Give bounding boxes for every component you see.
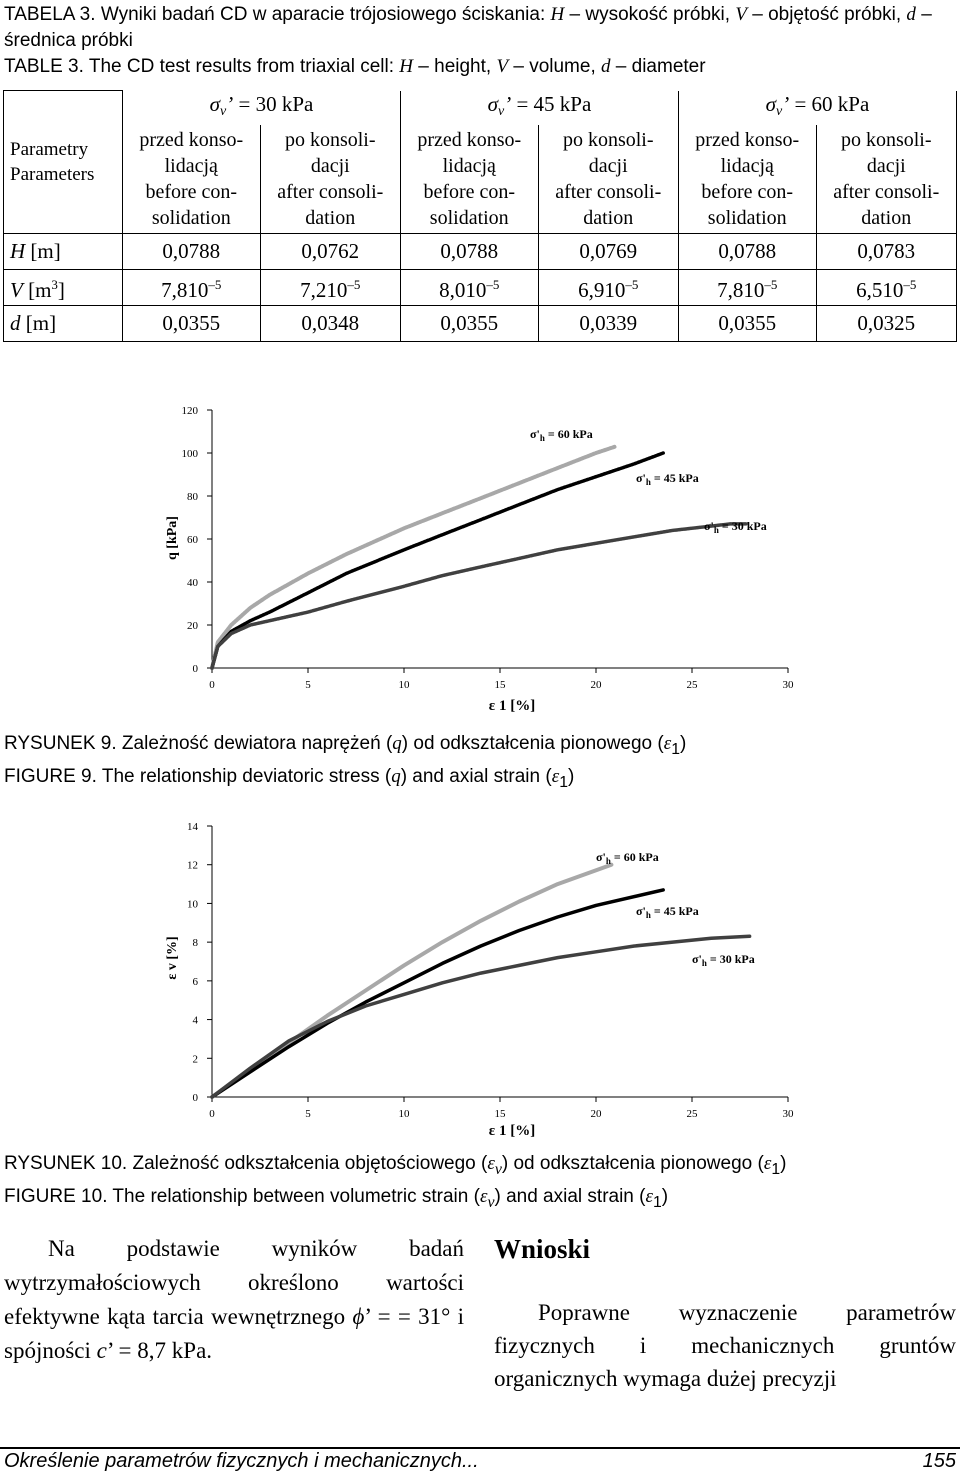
table-cell	[678, 269, 816, 305]
fig9-text-a-pl: Zależność dewiatora naprężeń (	[121, 733, 393, 754]
series-label-symbol: σ'	[636, 471, 646, 485]
c-symbol: c	[96, 1338, 107, 1363]
fig10-text-a-en: The relationship between volumetric strain (	[112, 1185, 480, 1207]
y-axis-label: q [kPa]	[165, 516, 180, 560]
series-label	[596, 850, 659, 866]
left-paragraph-b: ’ = = 31° i spójności	[4, 1304, 464, 1363]
row-symbol: H	[10, 239, 26, 263]
series-label	[530, 427, 593, 443]
left-paragraph-c: ’ = 8,7 kPa.	[106, 1338, 213, 1363]
subheader-after	[816, 125, 957, 234]
sigma-sub: v	[776, 103, 783, 119]
fig10-epsv-sub-en: v	[487, 1193, 495, 1211]
x-tick-label: 25	[686, 679, 698, 691]
x-tick-label: 30	[782, 679, 794, 691]
table-cell	[400, 269, 538, 305]
row-unit: [m]	[25, 239, 61, 263]
left-paragraph-a: Na podstawie wyników badań wytrzymałościowych określono wartości efektywne kąta tarcia wewnętrznego	[4, 1236, 464, 1329]
x-axis-label: ε 1 [%]	[488, 698, 536, 714]
row-unit: [m	[22, 277, 52, 302]
x-tick-label: 10	[398, 1108, 410, 1120]
series-label-symbol: σ'	[636, 904, 646, 918]
y-tick-label: 12	[187, 859, 198, 872]
table-cell: 0,0339	[538, 305, 678, 341]
fig10-label-en: FIGURE 10.	[4, 1185, 108, 1207]
fig9-label-en: FIGURE 9.	[4, 765, 97, 787]
y-tick-label: 8	[192, 937, 198, 950]
table-cell: 0,0788	[400, 233, 538, 269]
series-line	[212, 447, 615, 668]
cell-mantissa: 7,2	[300, 277, 327, 302]
x-tick-label: 5	[305, 1108, 311, 1120]
fig10-eps-sub-pl: 1	[771, 1160, 781, 1178]
fig10-text-b-pl: ) od odkształcenia pionowego (	[501, 1153, 764, 1174]
page-number: 155	[922, 1450, 956, 1472]
y-tick-label: 0	[192, 663, 198, 675]
subheader-before	[678, 125, 816, 234]
desc-v-pl: – objętość próbki,	[752, 4, 902, 25]
cell-exp-base: 10	[882, 277, 904, 302]
y-tick-label: 10	[187, 898, 198, 911]
sigma-symbol: σ	[209, 91, 221, 116]
desc-v-en: – volume,	[513, 56, 596, 77]
group-header-30	[123, 91, 401, 125]
x-tick-label: 20	[590, 679, 602, 691]
table-caption-text-en: The CD test results from triaxial cell:	[88, 56, 394, 77]
sub-before-1: przed konso-	[139, 128, 244, 151]
series-line	[212, 890, 663, 1097]
cell-mantissa: 7,8	[161, 277, 188, 302]
desc-d-pl: – średnica próbki	[4, 4, 932, 51]
sigma-symbol: σ	[487, 91, 498, 116]
group-label-45: = 45 kPa	[516, 91, 592, 116]
sigma-sub: v	[498, 103, 505, 119]
fig10-text-a-pl: Zależność odkształcenia objętościowego (	[132, 1153, 488, 1174]
sub-after-2: dacji	[866, 154, 906, 177]
sub-after-1: po konsoli-	[562, 128, 654, 151]
sub-before-3: before con-	[145, 180, 238, 203]
y-tick-label: 0	[192, 1092, 198, 1104]
table-cell: 0,0355	[123, 305, 261, 341]
fig9-text-c-pl: )	[680, 733, 687, 754]
cell-exp-base: 10	[743, 277, 765, 302]
cell-mantissa: 7,8	[717, 277, 744, 302]
table-caption-pl	[4, 2, 956, 54]
row-symbol: d	[10, 311, 21, 335]
fig9-eps-sub-pl: 1	[671, 740, 681, 758]
sub-before-4: solidation	[151, 206, 231, 229]
x-tick-label: 0	[209, 1108, 215, 1120]
y-tick-label: 14	[187, 821, 198, 833]
cell-exp: –5	[903, 276, 917, 292]
section-heading: Wnioski	[494, 1234, 591, 1264]
table-cell: 0,0788	[123, 233, 261, 269]
series-label-value: = 45 kPa	[650, 471, 699, 485]
x-tick-label: 25	[686, 1108, 698, 1120]
group-label-30: = 30 kPa	[238, 91, 314, 116]
symbol-h: H	[550, 4, 565, 25]
table-header-row-sub	[4, 125, 957, 234]
series-line	[212, 453, 663, 668]
subheader-after	[538, 125, 678, 234]
figure10-caption-pl	[4, 1150, 956, 1183]
figure9-caption-en	[4, 763, 956, 796]
x-tick-label: 20	[590, 1108, 602, 1120]
fig9-q-pl: q	[392, 733, 402, 754]
series-label-value: = 60 kPa	[544, 427, 593, 441]
sub-after-3: after consoli-	[277, 180, 384, 203]
fig9-text-c-en: )	[568, 765, 575, 787]
series-label-symbol: σ'	[530, 427, 540, 441]
series-label-value: = 60 kPa	[610, 850, 659, 864]
cell-exp: –5	[764, 276, 778, 292]
left-paragraph	[4, 1232, 464, 1368]
y-tick-label: 6	[192, 975, 198, 988]
figure10-caption-en	[4, 1183, 956, 1216]
y-tick-label: 20	[187, 620, 198, 632]
x-tick-label: 15	[494, 1108, 506, 1120]
fig9-text-b-en: ) and axial strain (	[400, 765, 552, 787]
table-cell	[123, 269, 261, 305]
row-label-h	[4, 233, 123, 269]
sigma-sub: v	[220, 103, 227, 119]
subheader-before	[400, 125, 538, 234]
desc-h-pl: – wysokość próbki,	[569, 4, 731, 25]
sub-after-3: after consoli-	[555, 180, 662, 203]
symbol-d: d	[906, 4, 916, 25]
cell-mantissa: 6,5	[856, 277, 883, 302]
sub-after-4: dation	[583, 206, 634, 229]
symbol-v: V	[735, 4, 747, 25]
fig9-q-en: q	[391, 765, 401, 787]
sigma-prime: ’	[504, 91, 512, 116]
group-header-60	[678, 91, 956, 125]
sub-after-4: dation	[861, 206, 912, 229]
sub-before-4: solidation	[429, 206, 509, 229]
fig10-eps-en: ε	[645, 1185, 653, 1207]
y-tick-label: 120	[181, 405, 198, 417]
cell-exp-base: 10	[604, 277, 626, 302]
sub-before-2: lidacją	[720, 154, 774, 177]
series-label-sub: h	[713, 525, 719, 535]
table-caption-text-pl: Wyniki badań CD w aparacie trójosiowego ściskania:	[100, 4, 546, 25]
cell-exp-base: 10	[465, 277, 487, 302]
series-label-symbol: σ'	[704, 519, 714, 533]
table-label-pl: TABELA 3.	[4, 4, 96, 25]
table-cell: 0,0355	[678, 305, 816, 341]
sub-before-3: before con-	[701, 180, 794, 203]
fig10-epsv-pl: ε	[487, 1153, 495, 1174]
series-label	[636, 471, 699, 487]
symbol-v-en: V	[496, 56, 509, 77]
series-label-value: = 45 kPa	[650, 904, 699, 918]
param-header-pl: Parametry	[10, 138, 89, 160]
fig9-eps-pl: ε	[663, 733, 672, 754]
cell-exp: –5	[625, 276, 639, 292]
fig10-eps-pl: ε	[763, 1153, 772, 1174]
group-header-45	[400, 91, 678, 125]
figure9-caption-pl	[4, 730, 956, 763]
y-tick-label: 40	[187, 577, 198, 589]
series-label-sub: h	[539, 433, 545, 443]
sub-before-2: lidacją	[164, 154, 218, 177]
sigma-symbol: σ	[765, 91, 776, 116]
series-line	[212, 524, 746, 668]
fig10-epsv-en: ε	[479, 1185, 488, 1207]
fig10-eps-sub-en: 1	[652, 1193, 662, 1211]
series-line	[212, 936, 750, 1097]
figure10-chart	[0, 810, 960, 1140]
table-cell: 0,0783	[816, 233, 957, 269]
sub-after-3: after consoli-	[833, 180, 940, 203]
sub-before-3: before con-	[423, 180, 516, 203]
row-label-d	[4, 305, 123, 341]
sub-after-2: dacji	[588, 154, 628, 177]
fig10-label-pl: RYSUNEK 10.	[4, 1153, 128, 1174]
cell-exp-base: 10	[187, 277, 209, 302]
table-cell: 0,0355	[400, 305, 538, 341]
table-cell	[260, 269, 400, 305]
x-tick-label: 15	[494, 679, 506, 691]
row-unit-end: ]	[57, 277, 65, 302]
series-label-value: = 30 kPa	[718, 519, 767, 533]
series-label	[636, 904, 699, 920]
series-label-sub: h	[645, 910, 651, 920]
table-row-v	[4, 269, 957, 305]
y-tick-label: 4	[192, 1014, 198, 1027]
series-label-sub: h	[645, 477, 651, 487]
subheader-before	[123, 125, 261, 234]
table-cell: 0,0325	[816, 305, 957, 341]
row-unit-sup: 3	[51, 276, 58, 292]
cell-exp: –5	[486, 276, 500, 292]
figure9-chart	[0, 388, 960, 718]
fig10-text-c-en: )	[661, 1185, 669, 1207]
x-tick-label: 0	[209, 679, 215, 691]
footer-title: Określenie parametrów fizycznych i mechanicznych...	[4, 1450, 479, 1472]
param-header-en: Parameters	[10, 163, 95, 185]
table-cell: 0,0769	[538, 233, 678, 269]
fig9-label-pl: RYSUNEK 9.	[4, 733, 117, 754]
table-cell	[816, 269, 957, 305]
subheader-after	[260, 125, 400, 234]
y-tick-label: 100	[181, 448, 198, 460]
sub-after-4: dation	[305, 206, 356, 229]
sub-before-1: przed konso-	[695, 128, 800, 151]
sub-after-1: po konsoli-	[840, 128, 932, 151]
fig9-text-a-en: The relationship deviatoric stress (	[101, 765, 392, 787]
right-paragraph	[494, 1296, 956, 1395]
sigma-prime: ’	[226, 91, 234, 116]
cell-mantissa: 8,0	[439, 277, 466, 302]
series-label-symbol: σ'	[596, 850, 606, 864]
sub-before-2: lidacją	[442, 154, 496, 177]
series-label-value: = 30 kPa	[706, 952, 755, 966]
fig9-eps-en: ε	[551, 765, 560, 787]
phi-symbol: ϕ	[352, 1304, 365, 1329]
sigma-prime: ’	[782, 91, 790, 116]
results-table	[3, 90, 957, 342]
figure10-caption	[4, 1150, 956, 1216]
table-header-row-groups	[4, 91, 957, 125]
table-row-d	[4, 305, 957, 341]
sub-before-4: solidation	[707, 206, 787, 229]
y-axis-label: ε v [%]	[165, 936, 180, 980]
table-caption-en	[4, 54, 956, 80]
param-header	[4, 91, 123, 234]
x-tick-label: 30	[782, 1108, 794, 1120]
x-tick-label: 5	[305, 679, 311, 691]
table-cell: 0,0788	[678, 233, 816, 269]
row-unit: [m]	[20, 311, 57, 335]
row-label-v	[4, 269, 123, 305]
series-label-sub: h	[701, 958, 707, 968]
series-label	[704, 519, 767, 535]
sub-before-1: przed konso-	[417, 128, 522, 151]
desc-h-en: – height,	[418, 56, 492, 77]
sub-after-1: po konsoli-	[284, 128, 376, 151]
symbol-d-en: d	[601, 56, 611, 77]
row-symbol: V	[10, 277, 23, 302]
cell-exp: –5	[208, 276, 222, 292]
y-tick-label: 80	[187, 491, 198, 503]
symbol-h-en: H	[399, 56, 413, 77]
cell-mantissa: 6,9	[578, 277, 605, 302]
fig10-text-b-en: ) and axial strain (	[494, 1185, 646, 1207]
sub-after-2: dacji	[310, 154, 350, 177]
table-label-en: TABLE 3.	[4, 56, 84, 77]
x-tick-label: 10	[398, 679, 410, 691]
table-row-h	[4, 233, 957, 269]
y-tick-label: 60	[187, 534, 198, 546]
fig9-text-b-pl: ) od odkształcenia pionowego (	[401, 733, 664, 754]
fig10-epsv-sub-pl: v	[494, 1160, 502, 1178]
footer-rule	[0, 1447, 960, 1449]
fig10-text-c-pl: )	[780, 1153, 787, 1174]
table-caption	[4, 2, 956, 80]
table-cell: 0,0762	[260, 233, 400, 269]
cell-exp-base: 10	[326, 277, 348, 302]
table-cell	[538, 269, 678, 305]
cell-exp: –5	[347, 276, 361, 292]
fig9-eps-sub-en: 1	[559, 773, 569, 791]
series-label-sub: h	[605, 856, 611, 866]
table-cell: 0,0348	[260, 305, 400, 341]
y-tick-label: 2	[192, 1053, 198, 1066]
figure9-caption	[4, 730, 956, 796]
series-label	[692, 952, 755, 968]
right-paragraph-text: Poprawne wyznaczenie parametrów fizycznych i mechanicznych gruntów organicznych wymaga dużej precyzji	[494, 1300, 956, 1391]
group-label-60: = 60 kPa	[794, 91, 870, 116]
series-label-symbol: σ'	[692, 952, 702, 966]
x-axis-label: ε 1 [%]	[488, 1123, 536, 1139]
desc-d-en: – diameter	[615, 56, 706, 77]
